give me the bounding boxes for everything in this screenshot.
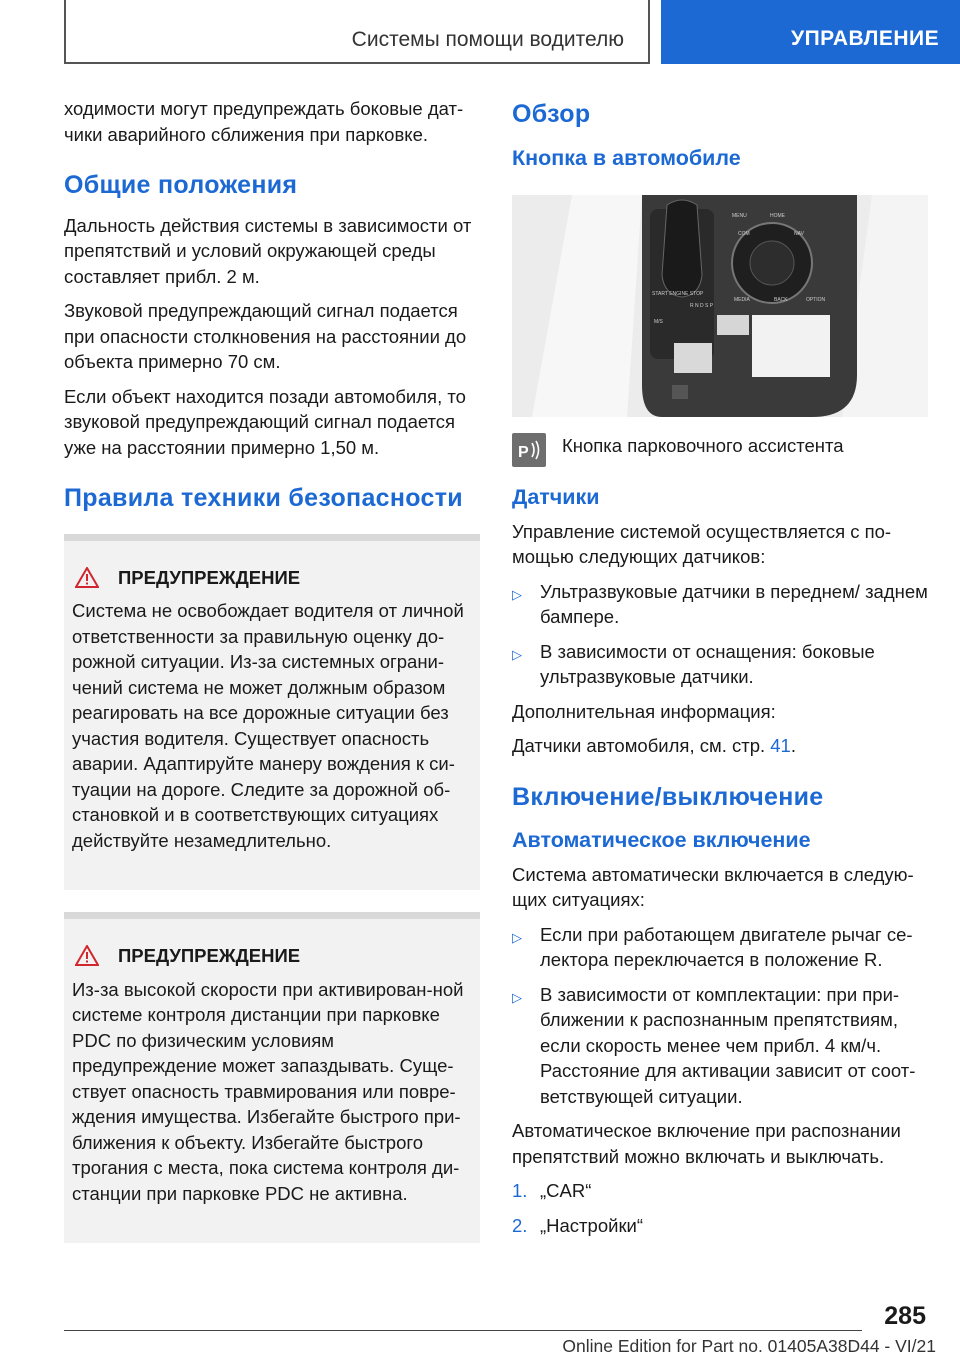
photo-label-msg: M/S xyxy=(654,319,663,325)
section-title: Системы помощи водителю xyxy=(351,28,624,51)
intro-text: ходимости могут предупреждать боковые дат-чики аварийного сближения при парковке. xyxy=(64,98,464,145)
list-item: ▷ Ультразвуковые датчики в переднем/ заднем бампере. xyxy=(512,580,928,627)
triangle-bullet-icon: ▷ xyxy=(512,646,522,662)
safety-heading: Правила техники безопасности xyxy=(64,484,463,512)
warning-title xyxy=(72,565,472,591)
list-item: ▷ В зависимости от оснащения: боковые ультразвуковые датчики. xyxy=(512,640,875,687)
warning-title-text: ПРЕДУПРЕЖДЕНИЕ xyxy=(118,566,301,588)
sensors-text: Управление системой осуществляется с по-мощью следующих датчиков: xyxy=(512,520,892,567)
photo-label-gear: R N D S P xyxy=(690,303,714,309)
edition-footer: Online Edition for Part no. 01405A38D44 - VI/21 xyxy=(562,1336,936,1356)
list-item: 2. „Настройки“ xyxy=(512,1214,644,1236)
general-paragraph-2: Звуковой предупреждающий сигнал подается при опасности столкновения на расстоянии до объекта примерно 70 см. xyxy=(64,300,467,372)
photo-label-home: HOME xyxy=(770,213,785,219)
list-item: 1. „CAR“ xyxy=(512,1180,592,1201)
photo-label-nav: NAV xyxy=(794,231,804,237)
photo-label-menu: MENU xyxy=(732,213,747,219)
photo-caption xyxy=(512,433,928,467)
parking-assistant-button-icon xyxy=(512,433,546,467)
svg-text:P: P xyxy=(518,444,529,461)
photo-label-com: COM xyxy=(738,231,750,237)
warning-triangle-icon xyxy=(72,567,102,588)
caption-text: Кнопка парковочного ассистента xyxy=(562,435,844,456)
more-info-reference: Датчики автомобиля, см. стр. 41. xyxy=(512,735,796,756)
photo-label-option: OPTION xyxy=(806,297,826,303)
list-item: ▷ В зависимости от комплектации: при при-ближении к распознанным препятствиям, если скорость менее чем прибл. 4 км/ч. Расстояние для активации зависит от соот-ветствующей ситуации. xyxy=(512,983,916,1107)
general-heading: Общие положения xyxy=(64,171,298,199)
overview-heading: Обзор xyxy=(512,100,591,128)
page-number: 285 xyxy=(884,1302,926,1330)
auto-on-heading: Автоматическое включение xyxy=(512,828,811,852)
triangle-bullet-icon: ▷ xyxy=(512,989,522,1005)
warning-title-text: ПРЕДУПРЕЖДЕНИЕ xyxy=(118,945,301,966)
warning-text: Из-за высокой скорости при активирован-ной системе контроля дистанции при парковке PDC по физическим условиям предупреждение может запаздывать. Суще-ствует опасность травмирования или повре-ждения имущества. Избегайте быстрого при-ближения к объекту. Избегайте быстрого трогания с места, пока система контроля ди-станции при парковке PDC не активна. xyxy=(72,978,464,1204)
chapter-tab[interactable]: УПРАВЛЕНИЕ xyxy=(661,0,960,64)
warning-triangle-icon xyxy=(72,945,102,966)
left-column xyxy=(64,96,480,1243)
general-paragraph-1: Дальность действия системы в зависимости от препятствий и условий окружающей среды составляет прибл. 2 м. xyxy=(64,214,472,287)
footer-divider xyxy=(64,1330,862,1331)
warning-title xyxy=(72,943,472,969)
onoff-heading: Включение/выключение xyxy=(512,782,824,811)
page-link[interactable]: 41 xyxy=(770,735,791,756)
warning-text: Система не освобождает водителя от личной ответственности за правильную оценку до-рожной ситуации. Из-за системных ограни-чений система не может должным образом реагировать на все дорожные ситуации без участия водителя. Существует опасность аварии. Адаптируйте манеру вождения к си-туации на дороге. Следите за дорожной об-становкой и в соответствующих ситуациях действуйте незамедлительно. xyxy=(72,600,464,851)
auto-on-text-2: Автоматическое включение при распознании препятствий можно включать и выключать. xyxy=(512,1120,901,1167)
right-column xyxy=(512,96,928,1247)
photo-label-media: MEDIA xyxy=(734,297,750,303)
photo-label-back: BACK xyxy=(774,297,788,303)
sensors-heading: Датчики xyxy=(512,485,600,509)
steps-list xyxy=(512,1178,928,1238)
center-console-photo xyxy=(512,195,928,417)
triangle-bullet-icon: ▷ xyxy=(512,929,522,945)
button-heading: Кнопка в автомобиле xyxy=(512,145,741,170)
general-paragraph-3: Если объект находится позади автомобиля, то звуковой предупреждающий сигнал подается уже на расстоянии примерно 1,50 м. xyxy=(64,385,466,458)
warning-box-1 xyxy=(64,534,480,891)
sensors-list xyxy=(512,579,928,690)
auto-on-text: Система автоматически включается в следую-щих ситуациях: xyxy=(512,863,914,910)
photo-label-start: START ENGINE STOP xyxy=(652,291,704,297)
auto-on-list xyxy=(512,922,928,1110)
list-item: ▷ Если при работающем двигателе рычаг се-лектора переключается в положение R. xyxy=(512,923,913,970)
more-info-label: Дополнительная информация: xyxy=(512,700,776,722)
header-section-box xyxy=(64,0,650,64)
warning-box-2 xyxy=(64,912,480,1243)
triangle-bullet-icon: ▷ xyxy=(512,586,522,602)
